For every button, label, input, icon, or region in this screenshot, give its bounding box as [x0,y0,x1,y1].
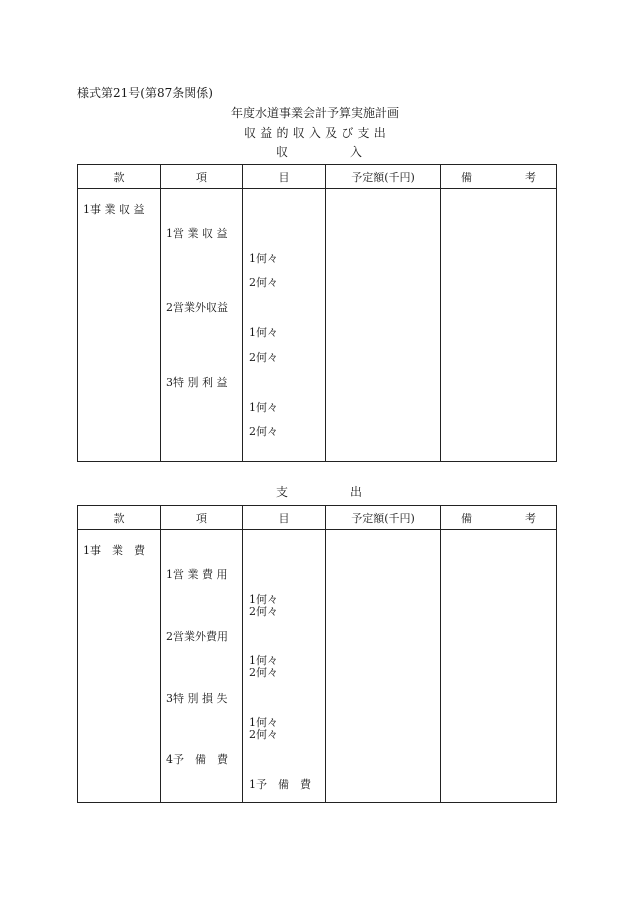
income-body-row [78,189,557,462]
income-moku-item: 1何々 [249,252,278,265]
expenditure-remarks-cell [441,530,557,803]
expenditure-moku-item: 2何々 [249,728,278,741]
document-title: 年度水道事業会計予算実施計画 [230,106,399,120]
expenditure-col-moku: 目 [243,506,326,530]
income-moku-item: 2何々 [249,276,278,289]
expenditure-col-remarks-char-1: 備 [461,511,472,525]
expenditure-amount-cell [326,530,441,803]
income-col-remarks [441,165,557,189]
expenditure-moku-item: 1何々 [249,716,278,729]
income-col-remarks-char-2: 考 [525,170,536,184]
income-col-remarks-char-1: 備 [461,170,472,184]
expenditure-moku-cell [243,530,326,803]
income-amount-cell [326,189,441,462]
income-heading-char-2: 入 [349,145,362,159]
income-col-kou: 項 [161,165,243,189]
form-number: 様式第21号(第87条関係) [77,86,213,100]
expenditure-heading [276,483,362,500]
expenditure-kou-item: 3特 別 損 失 [166,692,228,705]
income-moku-item: 1何々 [249,401,278,414]
expenditure-kan-item: 1事 業 費 [83,544,145,557]
income-remarks-cell [441,189,557,462]
income-col-moku: 目 [243,165,326,189]
expenditure-moku-item: 1何々 [249,654,278,667]
expenditure-col-remarks-char-2: 考 [525,511,536,525]
income-moku-cell [243,189,326,462]
expenditure-col-kan: 款 [78,506,161,530]
expenditure-moku-item: 1何々 [249,593,278,606]
income-header-row [78,165,557,189]
expenditure-header-row [78,506,557,530]
income-kou-item: 2営業外収益 [166,301,228,314]
income-kan-item: 1事 業 収 益 [83,203,145,216]
expenditure-moku-item: 1予 備 費 [249,778,311,791]
income-kan-cell [78,189,161,462]
expenditure-col-kou: 項 [161,506,243,530]
income-moku-item: 2何々 [249,351,278,364]
expenditure-table [77,505,557,803]
expenditure-kan-cell [78,530,161,803]
document-subtitle: 収 益 的 収 入 及 び 支 出 [244,126,386,140]
income-col-kan: 款 [78,165,161,189]
income-moku-item: 1何々 [249,326,278,339]
expenditure-kou-cell [161,530,243,803]
expenditure-heading-char-2: 出 [349,485,362,499]
income-heading [276,143,362,160]
expenditure-col-remarks [441,506,557,530]
income-table [77,164,557,462]
expenditure-kou-item: 1営 業 費 用 [166,568,228,581]
income-kou-item: 3特 別 利 益 [166,376,228,389]
expenditure-body-row [78,530,557,803]
income-kou-item: 1営 業 収 益 [166,227,228,240]
expenditure-heading-char-1: 支 [276,485,289,499]
income-kou-cell [161,189,243,462]
expenditure-kou-item: 2営業外費用 [166,630,228,643]
expenditure-moku-item: 2何々 [249,605,278,618]
expenditure-moku-item: 2何々 [249,666,278,679]
income-moku-item: 2何々 [249,425,278,438]
expenditure-col-amount: 予定額(千円) [326,506,441,530]
expenditure-kou-item: 4予 備 費 [166,753,228,766]
income-heading-char-1: 収 [276,145,289,159]
income-col-amount: 予定額(千円) [326,165,441,189]
